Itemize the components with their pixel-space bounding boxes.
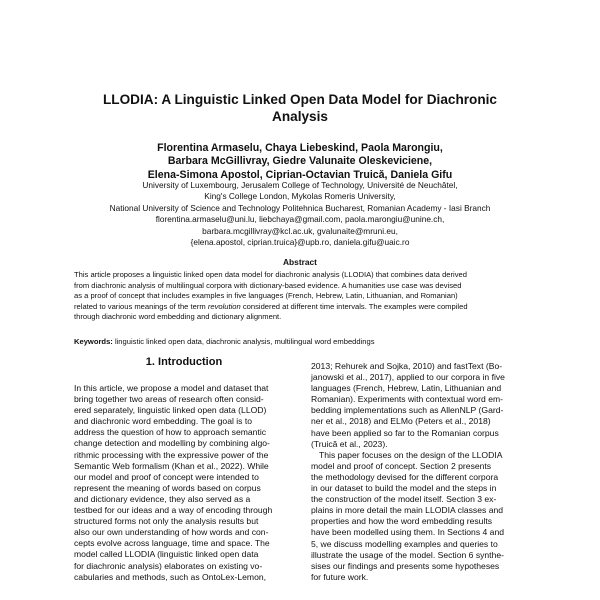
body-line: 5, we discuss modelling examples and queries to — [311, 538, 498, 549]
body-line: and dictionary evidence, they also served as a — [74, 493, 251, 504]
email-line: barbara.mcgillivray@kcl.ac.uk, gvalunaite@mruni.eu, — [202, 225, 398, 236]
body-line: our model and proof of concept were intended to — [74, 471, 259, 482]
title-line: Analysis — [272, 109, 328, 124]
email-line: florentina.armaselu@uni.lu, liebchaya@gmail.com, paola.marongiu@unine.ch, — [155, 214, 445, 225]
body-line: plains in more detail the main LLODIA classes and — [311, 505, 504, 516]
paper-title — [40, 91, 560, 125]
body-line: In this article, we propose a model and dataset that — [74, 383, 269, 393]
abstract-text — [74, 270, 532, 323]
body-line: This paper focuses on the design of the LLODIA — [319, 449, 503, 460]
body-line: in our dataset to build the model and the steps in — [311, 483, 497, 494]
abstract-heading: Abstract — [283, 257, 317, 267]
body-line: for future work. — [311, 571, 369, 582]
body-line: properties and how the word embedding results — [311, 516, 493, 527]
body-line: for diachronic analysis) elaborates on existing vo- — [74, 560, 263, 571]
right-column — [311, 361, 533, 583]
body-line: languages (French, Hebrew, Latin, Lithuanian and — [311, 383, 502, 394]
body-line: have been modelled using them. In Sections 4 and — [311, 527, 505, 538]
keywords — [74, 337, 532, 348]
body-line: the methodology devised for the different corpora — [311, 471, 499, 482]
body-line: and diachronic word embedding. The goal is to — [74, 416, 253, 427]
affiliation-line: National University of Science and Technology Politehnica Bucharest, Romanian Academy - Iasi Branch — [109, 202, 491, 213]
author-line: Florentina Armaselu, Chaya Liebeskind, Paola Marongiu, — [157, 142, 443, 154]
left-column — [74, 383, 296, 583]
body-line: illustrate the usage of the model. Section 6 synthe- — [311, 549, 504, 560]
keywords-label: Keywords: — [74, 337, 113, 346]
body-line: structured forms not only the analysis results but — [74, 516, 259, 527]
body-line: janowski et al., 2017), applied to our corpora in five — [311, 372, 505, 383]
affiliation-line: University of Luxembourg, Jerusalem College of Technology, Université de Neuchâtel, — [142, 180, 458, 190]
abstract-text-fragment: considered at different time intervals. The examples were compiled — [240, 301, 468, 311]
abstract-line: through diachronic word embedding and dictionary alignment. — [74, 312, 282, 322]
body-line: bedding implementations such as AllenNLP (Gard- — [311, 405, 504, 416]
body-line: cabularies and methods, such as OntoLex-Lemon, — [74, 571, 267, 582]
abstract-text-fragment: related to various meanings of the term — [74, 301, 208, 311]
section-heading-introduction: 1. Introduction — [145, 356, 223, 368]
abstract-line: as a proof of concept that includes examples in five languages (French, Hebrew, Latin, Lithuanian, and Romanian) — [74, 291, 458, 301]
title-line: LLODIA: A Linguistic Linked Open Data Model for Diachronic — [103, 92, 497, 107]
abstract-line: This article proposes a linguistic linked open data model for diachronic analysis (LLODIA) that combines data derived — [74, 270, 467, 279]
body-line: the construction of the model itself. Section 3 ex- — [311, 494, 497, 505]
abstract-line: from diachronic analysis of multilingual corpora with dictionary-based evidence. A humanities use case was devised — [74, 280, 462, 290]
body-line: bring together two areas of research often consid- — [74, 394, 264, 405]
affiliations — [20, 180, 580, 248]
abstract-line — [74, 302, 532, 313]
body-line: also our own understanding of how words and con- — [74, 527, 269, 538]
body-line: 2013; Rehurek and Sojka, 2010) and fastText (Bo- — [311, 361, 503, 371]
abstract-italic-term: revolution — [207, 301, 241, 311]
body-line: ered separately, linguistic linked open data (LLOD) — [74, 405, 267, 416]
author-list — [40, 142, 560, 182]
email-line: {elena.apostol, ciprian.truica}@upb.ro, daniela.gifu@uaic.ro — [190, 237, 410, 248]
body-line: sises our findings and presents some hypotheses — [311, 560, 500, 571]
body-line: Semantic Web formalism (Khan et al., 2022). While — [74, 460, 269, 471]
body-line: model called LLODIA (linguistic linked open data — [74, 549, 259, 560]
body-line: address the question of how to approach semantic — [74, 427, 267, 438]
body-line: (Truică et al., 2023). — [311, 438, 388, 449]
keywords-text: linguistic linked open data, diachronic analysis, multilingual word embeddings — [112, 337, 375, 346]
body-line: have been applied so far to the Romanian corpus — [311, 427, 499, 438]
author-line: Barbara McGillivray, Giedre Valunaite Oleskeviciene, — [167, 155, 433, 168]
affiliation-line: King's College London, Mykolas Romeris University, — [204, 191, 396, 202]
author-line: Elena-Simona Apostol, Ciprian-Octavian Truică, Daniela Gifu — [147, 168, 453, 181]
body-line: cepts evolve across language, time and space. The — [74, 538, 270, 549]
body-line: Romanian). Experiments with contextual word em- — [311, 394, 504, 405]
body-line: rithmic processing with the expressive power of the — [74, 449, 269, 460]
body-line: model and proof of concept. Section 2 presents — [311, 460, 492, 471]
body-line: represent the meaning of words based on corpus — [74, 482, 261, 493]
body-line: change detection and modelling by combining algo- — [74, 438, 270, 449]
body-line: testbed for our ideas and a way of encoding through — [74, 505, 273, 516]
body-line: ner et al., 2018) and ELMo (Peters et al., 2018) — [311, 416, 491, 427]
